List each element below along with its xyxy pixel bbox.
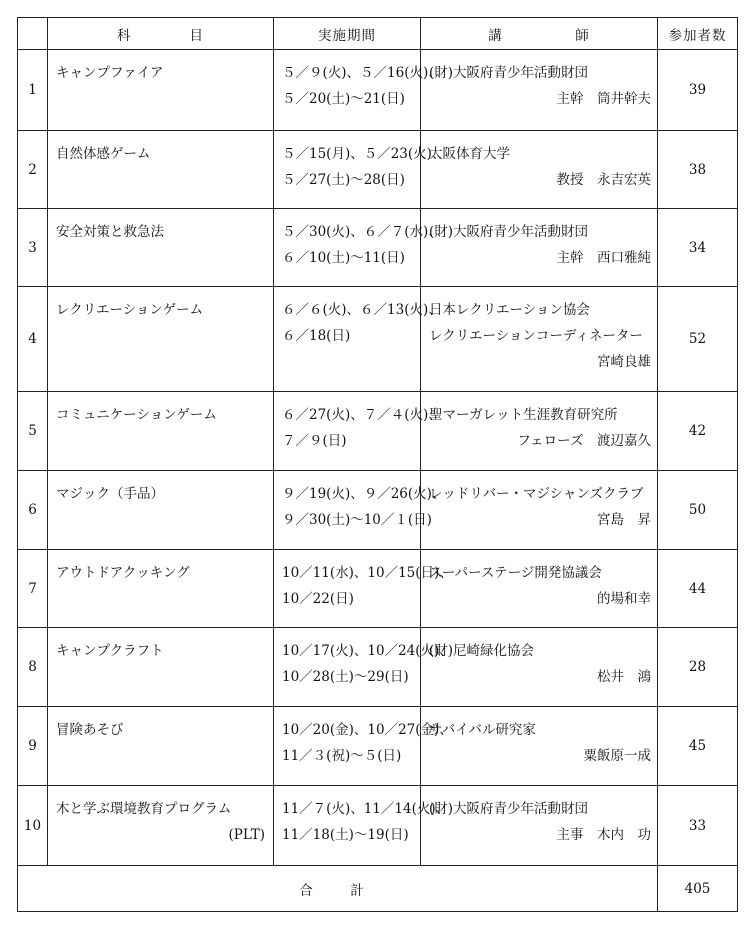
row-count: 44 [658,550,738,628]
table-row [18,50,738,131]
row-subject: キャンプクラフト [48,628,274,707]
total-label: 合 計 [18,866,658,912]
row-instructor: (財)大阪府青少年活動財団 主幹 筒井幹夫 [421,50,658,131]
row-period: ５／30(火)、６／７(水)、 ６／10(土)～11(日) [274,209,421,287]
row-subject: マジック（手品） [48,471,274,550]
row-count: 52 [658,287,738,392]
row-instructor: (財)尼崎緑化協会 松井 鴻 [421,628,658,707]
row-subject: キャンプファイア [48,50,274,131]
program-table [17,17,738,912]
table-row [18,550,738,628]
header-period: 実施期間 [274,18,421,50]
row-period: ５／９(火)、５／16(火)、 ５／20(土)～21(日) [274,50,421,131]
table-row [18,209,738,287]
row-instructor: サバイバル研究家 粟飯原一成 [421,707,658,786]
row-number: 2 [18,131,48,209]
row-period: ９／19(火)、９／26(火)、 ９／30(土)～10／１(日) [274,471,421,550]
row-count: 28 [658,628,738,707]
total-row [18,866,738,912]
row-number: 7 [18,550,48,628]
row-count: 33 [658,786,738,866]
row-number: 9 [18,707,48,786]
row-number: 6 [18,471,48,550]
row-subject: アウトドアクッキング [48,550,274,628]
row-subject: コミュニケーションゲーム [48,392,274,471]
row-period: ６／27(火)、７／４(火)、 ７／９(日) [274,392,421,471]
header-row [18,18,738,50]
row-count: 34 [658,209,738,287]
total-count: 405 [658,866,738,912]
row-subject: 木と学ぶ環境教育プログラム (PLT) [48,786,274,866]
row-subject: 安全対策と救急法 [48,209,274,287]
row-number: 10 [18,786,48,866]
table-row [18,471,738,550]
row-period: 10／20(金)、10／27(金)、 11／３(祝)～５(日) [274,707,421,786]
table-row [18,628,738,707]
row-period: ６／６(火)、６／13(火)、 ６／18(日) [274,287,421,392]
row-instructor: 日本レクリエーション協会 レクリエーションコーディネーター 宮崎良雄 [421,287,658,392]
row-period: 10／17(火)、10／24(火)、 10／28(土)～29(日) [274,628,421,707]
row-period: ５／15(月)、５／23(火)、 ５／27(土)～28(日) [274,131,421,209]
header-instructor: 講 師 [421,18,658,50]
header-subject: 科 目 [48,18,274,50]
table-row [18,287,738,392]
header-no [18,18,48,50]
header-participants: 参加者数 [658,18,738,50]
row-subject: レクリエーションゲーム [48,287,274,392]
row-instructor: (財)大阪府青少年活動財団 主事 木内 功 [421,786,658,866]
table-row [18,786,738,866]
row-number: 1 [18,50,48,131]
row-count: 38 [658,131,738,209]
table-row [18,392,738,471]
table-row [18,707,738,786]
table-row [18,131,738,209]
row-period: 10／11(水)、10／15(日)、 10／22(日) [274,550,421,628]
row-count: 45 [658,707,738,786]
row-number: 5 [18,392,48,471]
row-instructor: 大阪体育大学 教授 永吉宏英 [421,131,658,209]
row-instructor: レッドリバー・マジシャンズクラブ 宮島 昇 [421,471,658,550]
row-count: 39 [658,50,738,131]
row-number: 4 [18,287,48,392]
row-instructor: 聖マーガレット生涯教育研究所 フェローズ 渡辺嘉久 [421,392,658,471]
row-period: 11／７(火)、11／14(火)、 11／18(土)～19(日) [274,786,421,866]
row-number: 3 [18,209,48,287]
row-instructor: (財)大阪府青少年活動財団 主幹 西口雅純 [421,209,658,287]
row-instructor: スーパーステージ開発協議会 的場和幸 [421,550,658,628]
row-number: 8 [18,628,48,707]
row-subject: 自然体感ゲーム [48,131,274,209]
row-count: 50 [658,471,738,550]
row-count: 42 [658,392,738,471]
row-subject: 冒険あそび [48,707,274,786]
